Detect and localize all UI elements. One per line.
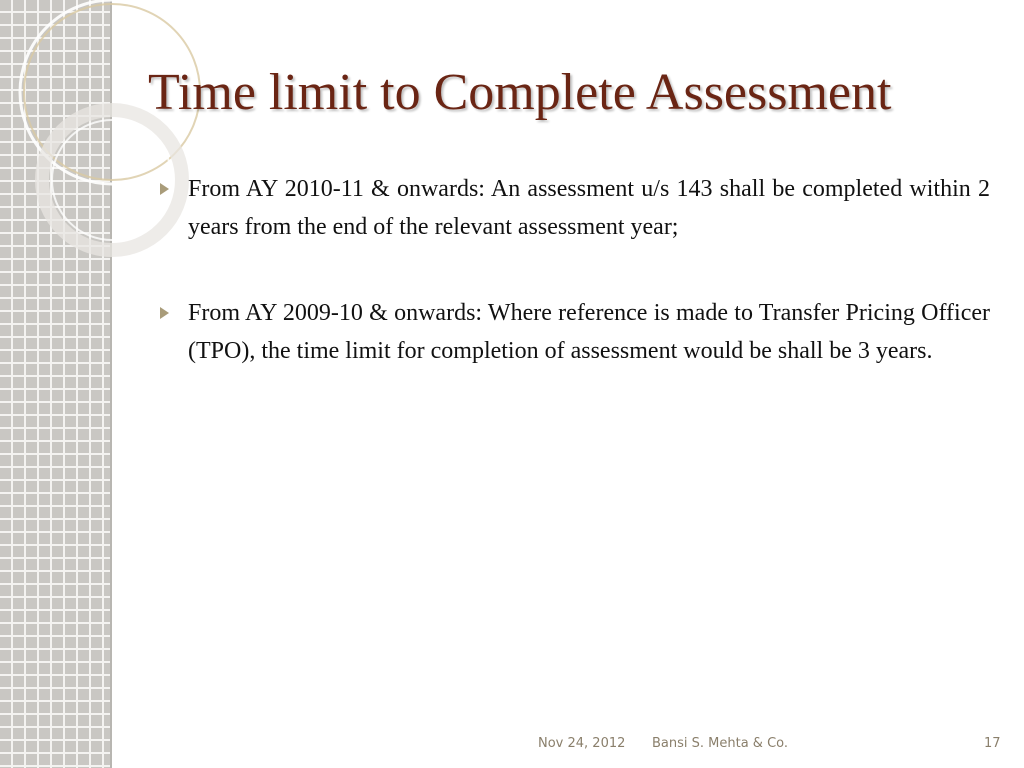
- arrow-bullet-icon: [160, 307, 169, 319]
- page-number: 17: [984, 736, 1001, 751]
- bullet-item: [156, 170, 990, 246]
- decorative-side-panel: [0, 0, 112, 768]
- slide-title: Time limit to Complete Assessment: [148, 64, 892, 121]
- arrow-bullet-icon: [160, 183, 169, 195]
- footer-author: Bansi S. Mehta & Co.: [652, 736, 789, 751]
- bullet-text: From AY 2009-10 & onwards: Where reference is made to Transfer Pricing Officer (TPO), the time limit for completion of assessment would be shall be 3 years.: [188, 300, 990, 364]
- bullet-item: [156, 294, 990, 370]
- bullet-list: [156, 170, 990, 418]
- bullet-text: From AY 2010-11 & onwards: An assessment u/s 143 shall be completed within 2 years from the end of the relevant assessment year;: [188, 176, 990, 240]
- footer-date: Nov 24, 2012: [538, 736, 626, 751]
